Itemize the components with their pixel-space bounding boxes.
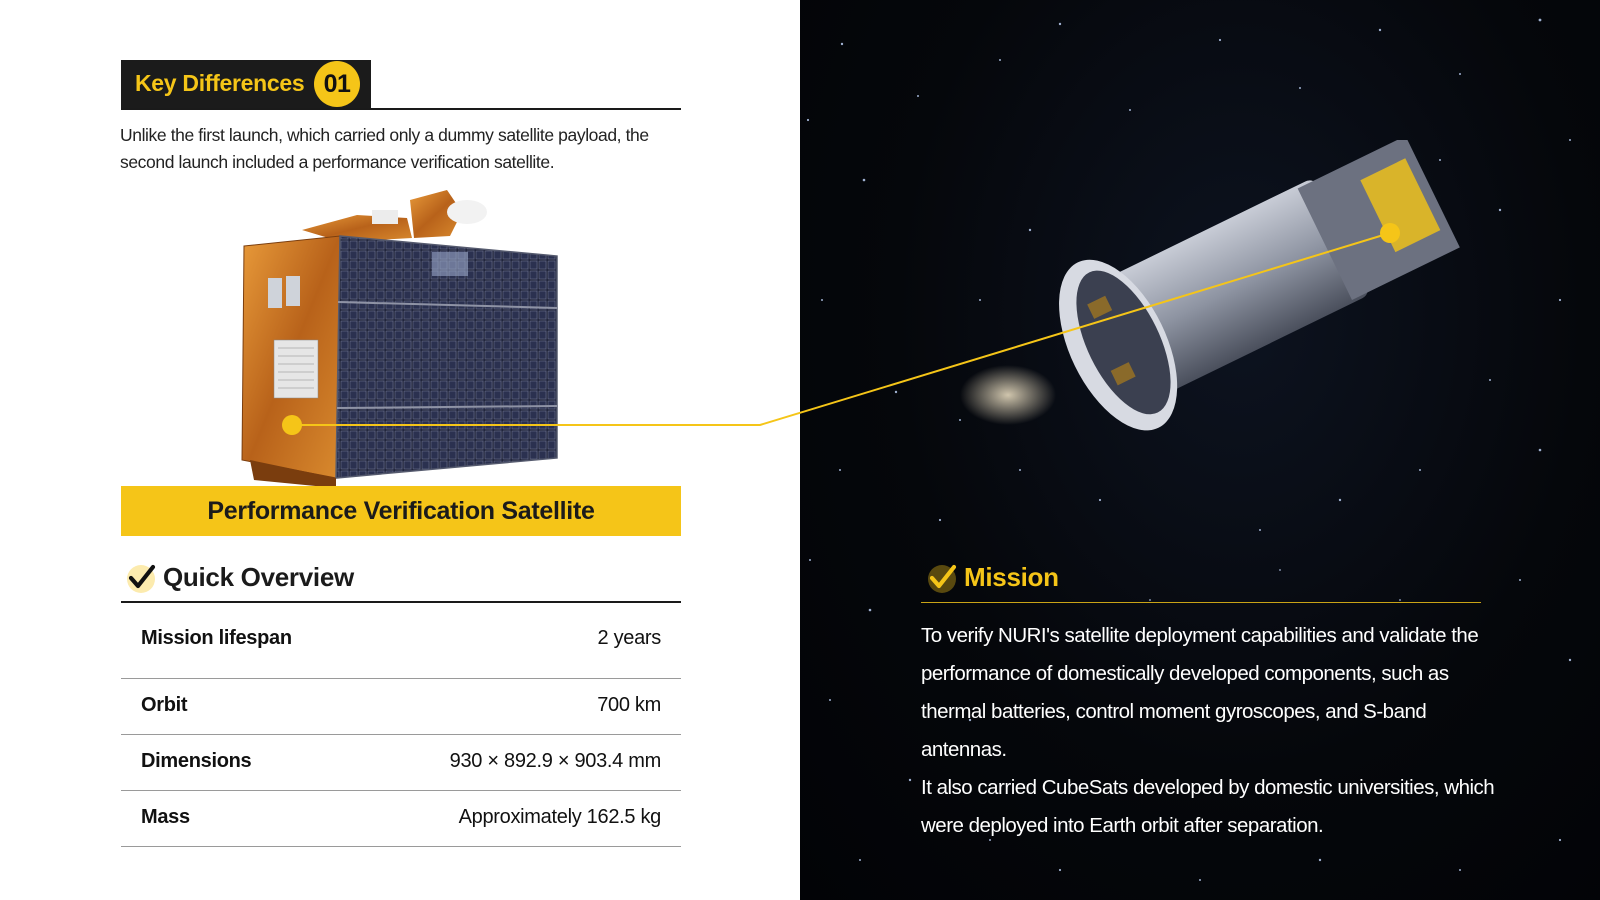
mission-header: [921, 556, 1481, 603]
key-differences-description: Unlike the first launch, which carried only a dummy satellite payload, the second launch included a performance verification satellite.: [120, 125, 649, 172]
quick-overview-title: Quick Overview: [163, 562, 354, 592]
table-row: [121, 791, 681, 847]
spec-label: Mission lifespan: [141, 627, 292, 649]
spec-value: 930 × 892.9 × 903.4 mm: [449, 750, 661, 772]
spec-value: 2 years: [597, 627, 661, 649]
rocket-upper-stage-image: [960, 140, 1460, 470]
key-differences-box: [121, 60, 371, 108]
spec-label: Dimensions: [141, 750, 252, 772]
mission-paragraph-1: To verify NURI's satellite deployment capabilities and validate the performance of domestically developed components, such as thermal batteries, control moment gyroscopes, and S-band antennas.: [921, 624, 1479, 761]
spec-value: Approximately 162.5 kg: [458, 806, 661, 828]
key-differences-title: Key Differences: [135, 70, 305, 96]
table-row: [121, 735, 681, 791]
check-icon: [925, 561, 959, 595]
key-differences-header: [121, 60, 681, 110]
mission-paragraph-2: It also carried CubeSats developed by domestic universities, which were deployed into Earth orbit after separation.: [921, 776, 1495, 837]
satellite-image: [232, 190, 572, 490]
mission-title: Mission: [964, 562, 1059, 592]
table-row: [121, 679, 681, 735]
quick-overview-header: [121, 556, 681, 603]
table-row: [121, 603, 681, 679]
performance-verification-satellite-banner: Performance Verification Satellite: [121, 486, 681, 536]
key-differences-number-badge: 01: [314, 61, 360, 107]
spec-value: 700 km: [597, 694, 661, 716]
spec-label: Mass: [141, 806, 190, 828]
quick-overview-table: [121, 603, 681, 847]
mission-description: [921, 617, 1501, 845]
spec-label: Orbit: [141, 694, 188, 716]
check-icon: [124, 561, 158, 595]
